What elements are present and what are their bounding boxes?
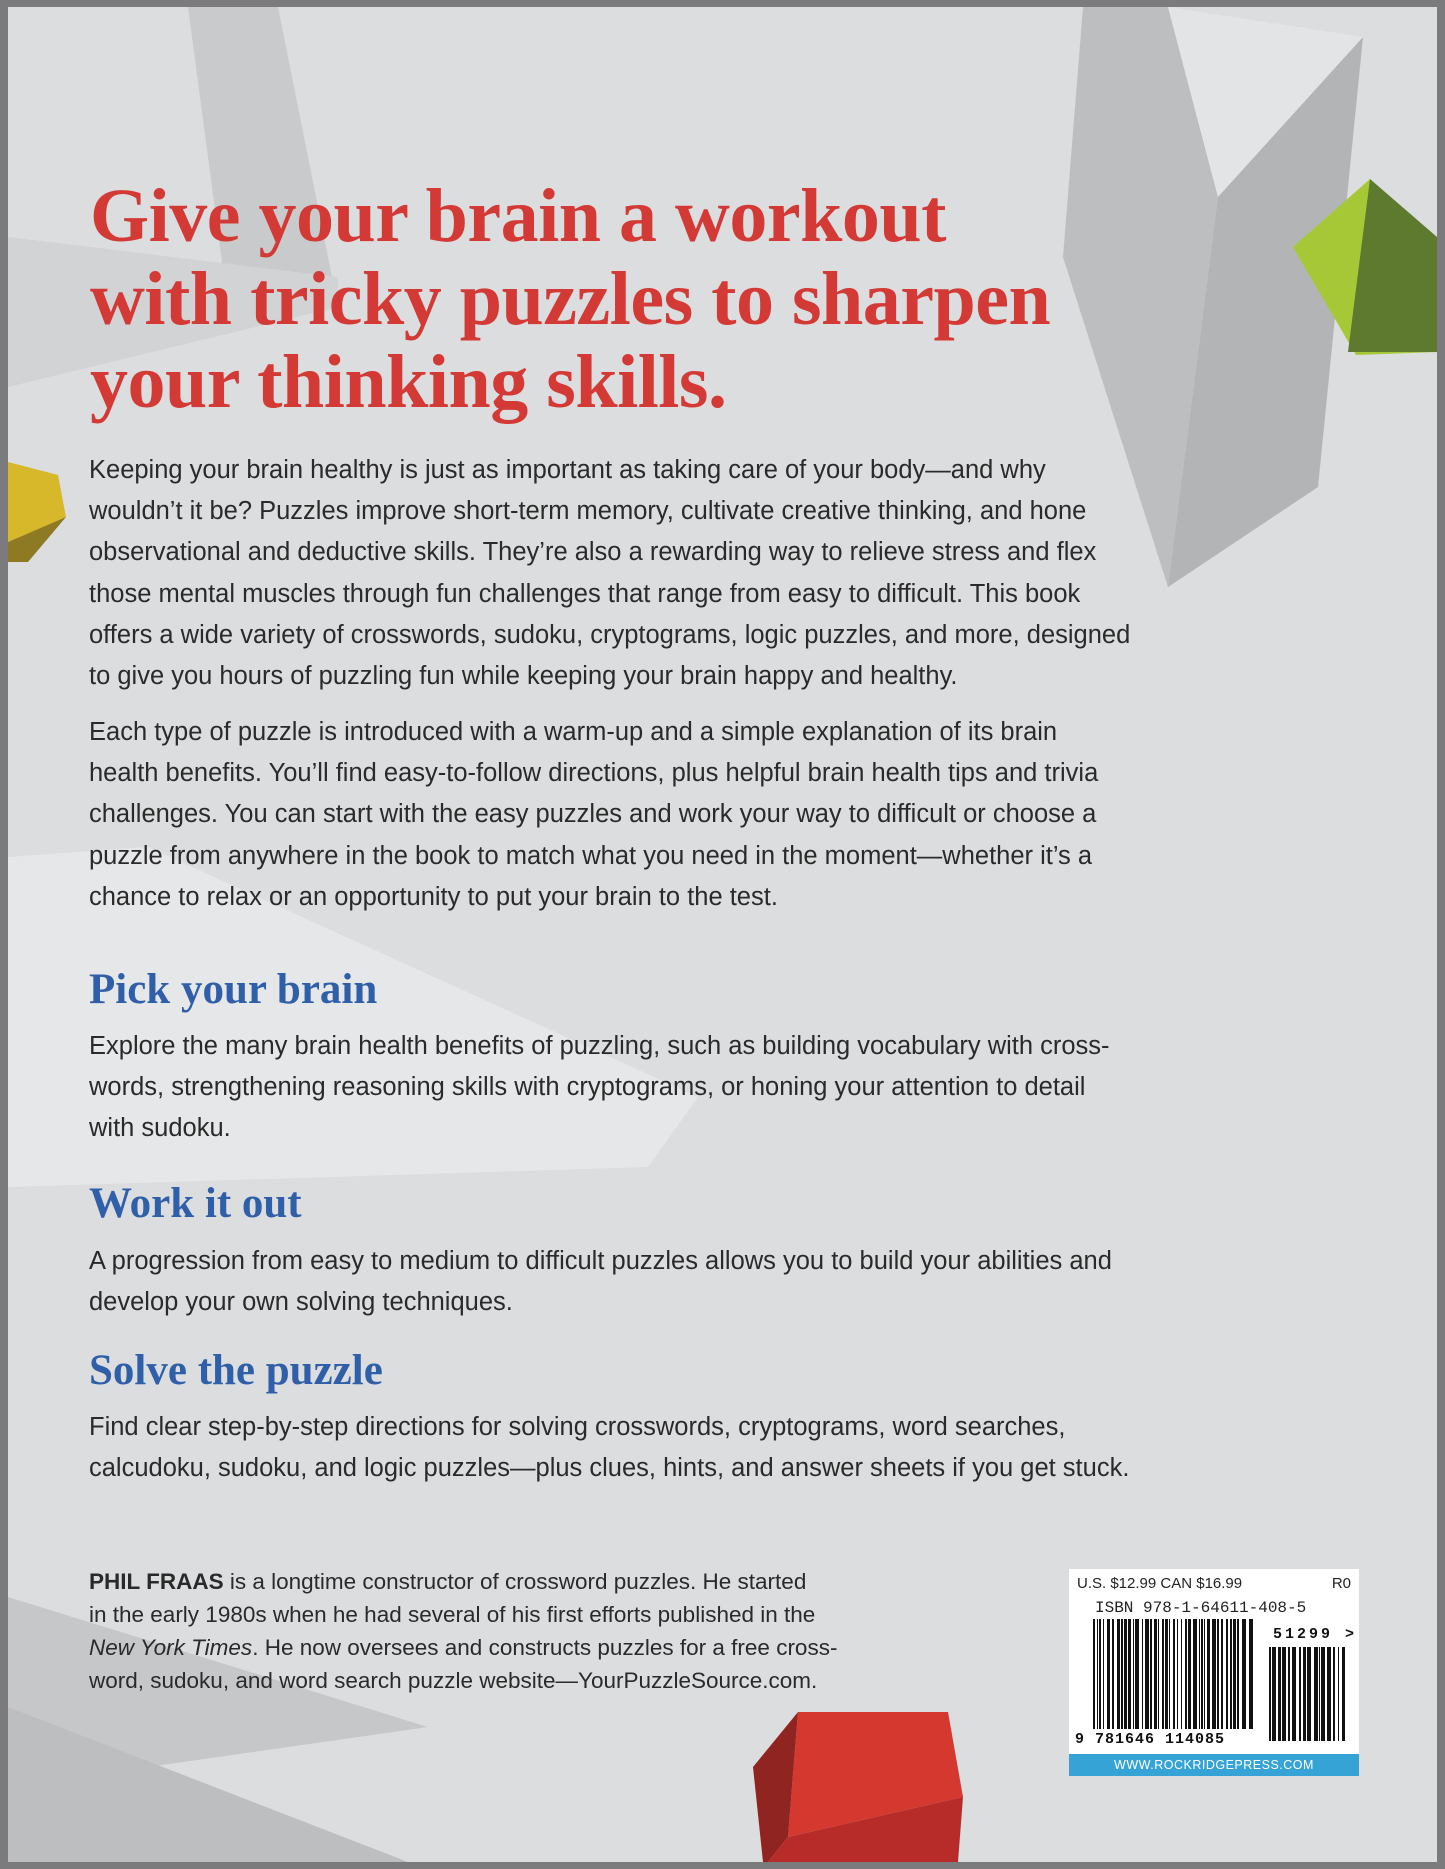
barcode-bar xyxy=(1299,1647,1301,1741)
barcode-digits: 9 781646 114085 xyxy=(1075,1731,1226,1748)
intro-paragraph-2 xyxy=(89,712,1098,918)
barcode-bar xyxy=(1142,1619,1143,1729)
barcode-bar xyxy=(1193,1619,1197,1729)
barcode-bar xyxy=(1097,1619,1098,1729)
barcode-bar xyxy=(1112,1619,1114,1729)
barcode-bar xyxy=(1212,1619,1216,1729)
text-line: with sudoku. xyxy=(89,1114,231,1143)
publisher-url: WWW.ROCKRIDGEPRESS.COM xyxy=(1069,1754,1359,1776)
text-line: words, strengthening reasoning skills with cryptograms, or honing your attention to detail xyxy=(89,1073,1086,1102)
barcode-bar xyxy=(1099,1619,1101,1729)
barcode-bar xyxy=(1226,1619,1228,1729)
section-title: Solve the puzzle xyxy=(89,1347,383,1394)
barcode-bar xyxy=(1121,1619,1123,1729)
text-line: A progression from easy to medium to difficult puzzles allows you to build your abilities and xyxy=(89,1247,1112,1275)
isbn: ISBN 978-1-64611-408-5 xyxy=(1095,1599,1307,1617)
barcode-bar xyxy=(1278,1647,1281,1741)
text-line: Explore the many brain health benefits of puzzling, such as building vocabulary with cross- xyxy=(89,1032,1110,1060)
text-line: those mental muscles through fun challenges that range from easy to difficult. This book xyxy=(89,579,1081,608)
barcode-bar xyxy=(1124,1619,1127,1729)
text-line: in the early 1980s when he had several of his first efforts published in the xyxy=(89,1602,816,1627)
barcode-bar xyxy=(1107,1619,1110,1729)
barcode-bar xyxy=(1292,1647,1296,1741)
text-line: Keeping your brain healthy is just as important as taking care of your body—and why xyxy=(89,456,1046,484)
barcode-bar xyxy=(1272,1647,1276,1741)
section-body xyxy=(89,1407,1129,1489)
barcode-bar xyxy=(1204,1619,1205,1729)
barcode-bar xyxy=(1177,1619,1178,1729)
barcode-bar xyxy=(1158,1619,1159,1729)
text-line: health benefits. You’ll find easy-to-follow directions, plus helpful brain health tips and trivia xyxy=(89,759,1099,788)
barcode-bar xyxy=(1133,1619,1134,1729)
barcode-bar xyxy=(1128,1619,1131,1729)
barcode-bar xyxy=(1288,1647,1290,1741)
barcode-label xyxy=(1069,1569,1359,1776)
text-line: Each type of puzzle is introduced with a warm-up and a simple explanation of its brain xyxy=(89,718,1058,746)
barcode-bar xyxy=(1319,1647,1320,1741)
back-cover xyxy=(8,7,1437,1862)
barcode-bar xyxy=(1199,1619,1200,1729)
price: U.S. $12.99 CAN $16.99 xyxy=(1077,1575,1243,1592)
text-line: is a longtime constructor of crossword puzzles. He started xyxy=(223,1569,807,1594)
barcode-bar xyxy=(1327,1647,1331,1741)
text-line: wouldn’t it be? Puzzles improve short-term memory, cultivate creative thinking, and hone xyxy=(89,497,1087,526)
section-body xyxy=(89,1241,1112,1323)
code: R0 xyxy=(1331,1575,1351,1592)
barcode-bar xyxy=(1233,1619,1236,1729)
text-line: puzzle from anywhere in the book to match what you need in the moment—whether it’s a xyxy=(89,841,1093,870)
barcode-bar xyxy=(1269,1647,1271,1741)
text-line: . He now oversees and constructs puzzles for a free cross- xyxy=(252,1635,838,1660)
barcode-bar xyxy=(1282,1647,1286,1741)
text-line: calcudoku, sudoku, and logic puzzles—plus clues, hints, and answer sheets if you get stuck. xyxy=(89,1454,1130,1483)
barcode-bar xyxy=(1333,1647,1335,1741)
barcode-bar xyxy=(1165,1619,1168,1729)
barcode-bar xyxy=(1188,1619,1191,1729)
barcode-bar xyxy=(1135,1619,1139,1729)
barcode-bar xyxy=(1162,1619,1164,1729)
barcode-bar xyxy=(1145,1619,1149,1729)
barcode-bar xyxy=(1093,1619,1095,1729)
author-bio xyxy=(89,1565,837,1697)
author-name: PHIL FRAAS xyxy=(89,1569,224,1594)
intro-paragraph-1 xyxy=(89,450,1130,697)
barcode-bar xyxy=(1173,1619,1175,1729)
text-line: challenges. You can start with the easy puzzles and work your way to difficult or choose a xyxy=(89,800,1097,829)
section-body xyxy=(89,1026,1110,1150)
barcode-bar xyxy=(1169,1619,1170,1729)
barcode-bar xyxy=(1207,1619,1210,1729)
barcode-bar xyxy=(1237,1619,1239,1729)
barcode-bar xyxy=(1201,1619,1203,1729)
barcode-bar xyxy=(1230,1619,1232,1729)
text-line: Find clear step-by-step directions for solving crosswords, cryptograms, word searches, xyxy=(89,1413,1066,1441)
section-title: Work it out xyxy=(89,1180,302,1227)
barcode-bar xyxy=(1150,1619,1152,1729)
headline xyxy=(90,175,1050,424)
section-title: Pick your brain xyxy=(89,966,378,1013)
barcode-bar xyxy=(1154,1619,1157,1729)
barcode-bar xyxy=(1242,1619,1246,1729)
barcode-bar xyxy=(1342,1647,1345,1741)
barcode-bar xyxy=(1249,1619,1253,1729)
barcode-bar xyxy=(1338,1647,1339,1741)
text-line: offers a wide variety of crosswords, sudoku, cryptograms, logic puzzles, and more, designed xyxy=(89,620,1131,649)
barcode-bar xyxy=(1185,1619,1187,1729)
barcode-bars xyxy=(1069,1569,1359,1754)
publication-name: New York Times xyxy=(89,1635,253,1660)
barcode-bar xyxy=(1307,1647,1311,1741)
barcode-bar xyxy=(1303,1647,1306,1741)
addon-digits: 51299 > xyxy=(1273,1626,1358,1643)
text-line: observational and deductive skills. They’re also a rewarding way to relieve stress and flex xyxy=(89,538,1097,567)
headline-line: your thinking skills. xyxy=(90,340,727,424)
barcode-bar xyxy=(1221,1619,1223,1729)
headline-line: Give your brain a workout xyxy=(90,174,946,258)
text-line: chance to relax or an opportunity to put your brain to the test. xyxy=(89,882,778,911)
headline-line: with tricky puzzles to sharpen xyxy=(90,257,1051,341)
barcode-bar xyxy=(1314,1647,1318,1741)
barcode-bar xyxy=(1103,1619,1104,1729)
barcode-bar xyxy=(1117,1619,1120,1729)
text-line: word, sudoku, and word search puzzle website—YourPuzzleSource.com. xyxy=(89,1668,818,1693)
barcode-bar xyxy=(1181,1619,1182,1729)
text-line: to give you hours of puzzling fun while keeping your brain happy and healthy. xyxy=(89,662,958,691)
text-line: develop your own solving techniques. xyxy=(89,1288,513,1317)
barcode-bar xyxy=(1217,1619,1219,1729)
barcode-bar xyxy=(1321,1647,1325,1741)
